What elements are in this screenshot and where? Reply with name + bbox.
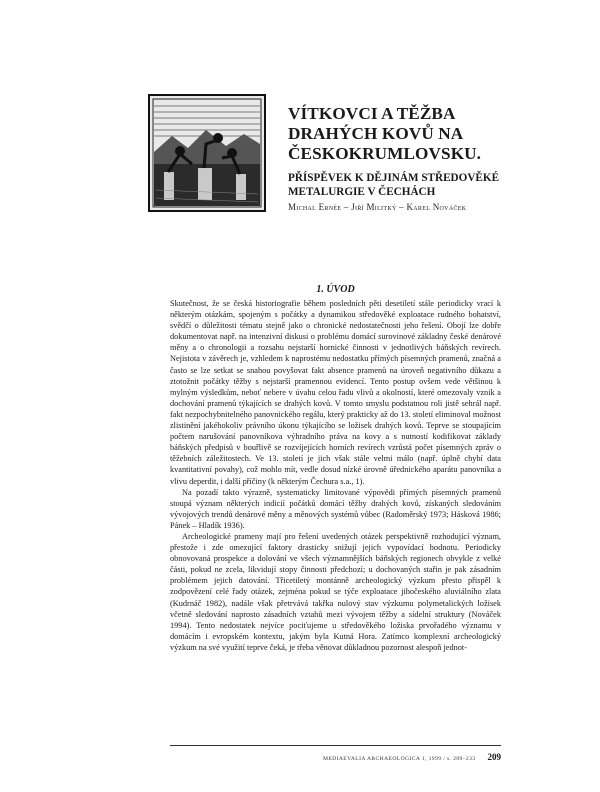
page-number: 209 [487, 752, 501, 762]
journal-citation: MEDIAEVALIA ARCHAEOLOGICA 1, 1999 / s. 209–233 [322, 756, 476, 762]
section-heading: 1. ÚVOD [316, 284, 355, 295]
article-authors: Michal Ernée – Jiří Militký – Karel Nováček [288, 202, 467, 212]
woodcut-emblem-image [148, 94, 266, 212]
paragraph: Archeologické prameny mají pro řešení uvedených otázek perspektivně rozhodující význam, přestože i zde omezující faktory drasticky snižují jejich vypovídací hodnotu. Periodicky obnovovaná prospekce a dolování ve všech významnějších báňských regionech obvykle z velké části, pokud ne zcela, likvidují stopy činnosti předchozí; u dochovaných stařin je pak zásadním problémem jejich datování. Třicetiletý montánně archeologický výzkum přesto přispěl k zodpovězení celé řady otázek, zejména pokud se týče exploatace jihočeského aluviálního zlata (Kudrnáč 1982), nadále však přetrvává takřka nulový stav výzkumu polymetalických ložisek včetně sledování naprosto zásadních vztahů mezi vývojem těžby a sídelní struktury (Nováček 1994). Tento nedostatek nejvíce pociťujeme u středověkého ložiska prvořadého významu v domácím i evropském kontextu, jakým byla Kutná Hora. Zatímco komplexní archeologický výzkum na své využití teprve čeká, je třeba věnovat důkladnou pozornost alespoň jednot- [170, 531, 501, 652]
body-text [170, 298, 501, 653]
paragraph: Skutečnost, že se česká historiografie během posledních pěti desetiletí stále periodicky vrací k některým otázkám, spojeným s počátky a dynamikou středověké exploatace rudného bohatství, svědčí o důležitosti tématu stejně jako o chronické nedostatečnosti jeho řešení. Obojí lze dobře dokumentovat např. na intenzivní diskusi o problému domácí surovinové základny české denárové měny a o chronologii a rozsahu nejstarší hornické činnosti v jednotlivých báňských revírech. Nejistota v závěrech je, vzhledem k naprostému nedostatku přímých písemných pramenů, značná a často se lze setkat se snahou povyšovat fakt absence pramenů na úroveň negativního důkazu a ztotožnit počátky těžby s nejstarší pramennou evidencí. Tento postup ovšem vede většinou k mylným výsledkům, neboť nebere v úvahu celou řadu vlivů a okolností, které omezovaly vznik a dochování pramenů týkajících se drahých kovů. V tomto smyslu podstatnou roli jistě sehrál např. fakt nezpochybnitelného panovnického regálu, který prakticky až do 13. století eliminoval možnost zlistinění jakéhokoliv právního úkonu týkajícího se ložisek drahých kovů. Teprve se stoupajícím počtem narušování panovníkova výhradního práva na kovy a s nutností kodifikovat základy báňských předpisů v bouřlivě se rozvíjejících horních revírech vzrůstá počet písemných zpráv o těžebních záležitostech. Ve 13. století je jich však stále velmi málo (např. úplně chybí data kvantitativní povahy), což mohlo mít, vedle dosud nízké úrovně úřednického aparátu panovníka a vlivu deperdit, i další příčiny (k některým Čechura s.a., 1). [170, 299, 501, 486]
title-block [288, 104, 518, 199]
footer-rule [170, 745, 501, 746]
article-title: VÍTKOVCI A TĚŽBA DRAHÝCH KOVŮ NA ČESKOKRUMLOVSKU. [288, 104, 482, 163]
page-footer [170, 752, 501, 762]
article-subtitle: PŘÍSPĚVEK K DĚJINÁM STŘEDOVĚKÉ METALURGIE V ČECHÁCH [288, 172, 500, 198]
paragraph: Na pozadí takto výrazně, systematicky limitované výpovědi přímých písemných pramenů stoupá význam některých indicií počátků domácí těžby drahých kovů, získaných sledováním vývojových trendů denárové měny a měnových systémů vůbec (Radoměrský 1973; Hásková 1986; Pánek – Hladík 1936). [170, 487, 501, 530]
